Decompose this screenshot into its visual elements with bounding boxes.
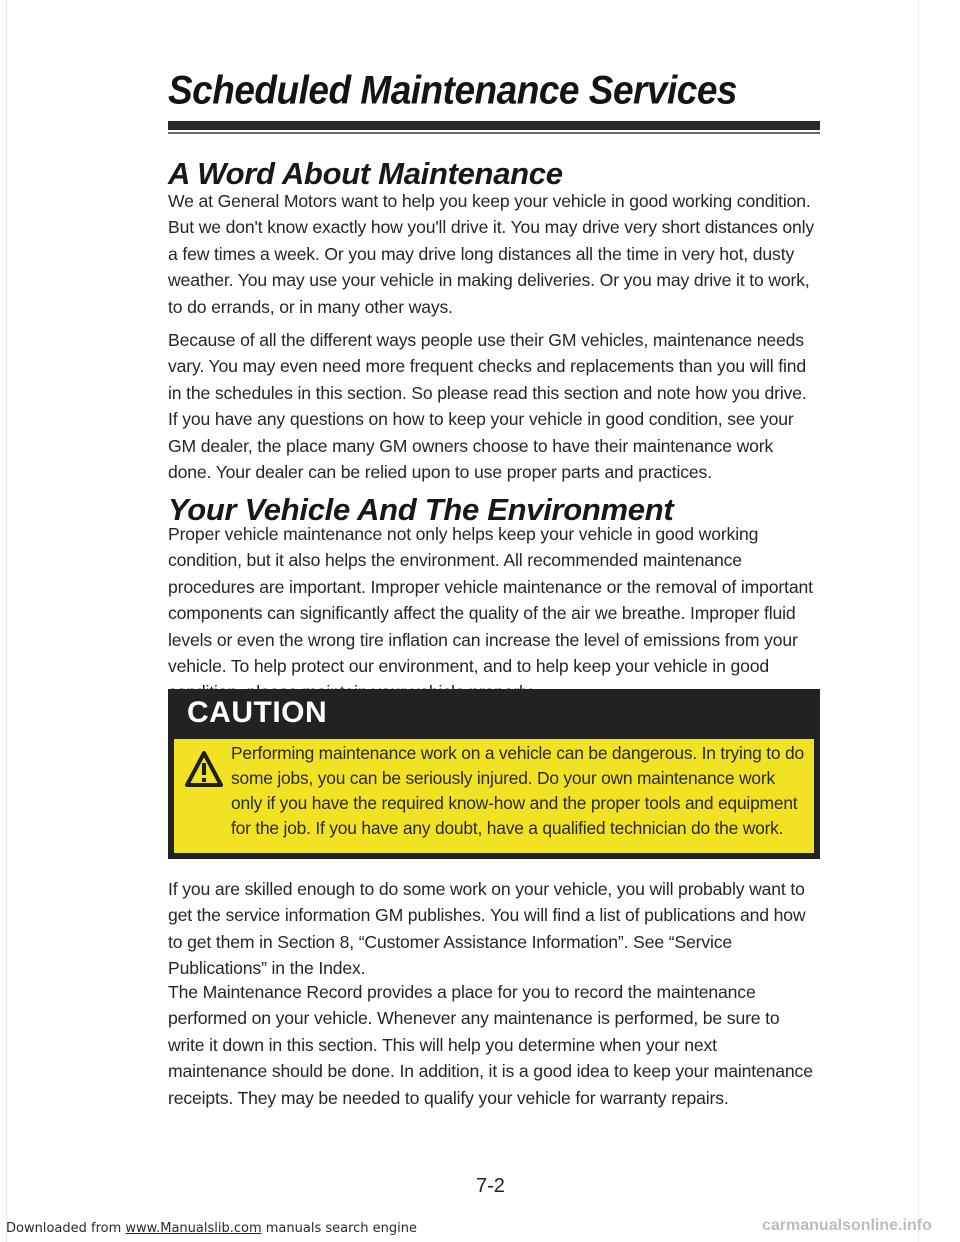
footer-suffix: manuals search engine — [261, 1221, 418, 1236]
warning-triangle-icon — [185, 751, 223, 787]
title-rule-thick — [168, 121, 820, 130]
vehicle-environment-paragraph: Proper vehicle maintenance not only helps keep your vehicle in good working condition, but it also helps the environment. All recommended maintenance procedures are important. Improper vehicle maintenance or the removal of important components can significantly affect the quality of the air we breathe. Improper fluid levels or even the wrong tire inflation can increase the level of emissions from your vehicle. To help protect our environment, and to help keep your vehicle in good — [168, 524, 813, 677]
footer-prefix: Downloaded from — [6, 1221, 126, 1236]
watermark-text: carmanualsonline.info — [762, 1217, 932, 1234]
caution-text: Performing maintenance work on a vehicle can be dangerous. In trying to do some jobs, you can be seriously injured. Do your own maintenance work only if you have the required know-how and the proper tools and equipment for the job. If you have any doubt, have a qualified technician do the work. — [231, 743, 804, 838]
caution-header — [168, 689, 820, 739]
page-edge-right — [918, 0, 919, 1242]
word-about-maintenance-paragraph-2: Because of all the different ways people use their GM vehicles, maintenance needs vary. You may even need more frequent checks and replacements than you will find in the schedules in this section. So please read this section and note how you drive. If you have any questions on how to keep your vehicle in good condition, see your GM dealer, the place many GM owners choose to have their maintenance work done. Your dealer can be relied upon to use proper parts and practices. — [168, 330, 807, 483]
word-about-maintenance-paragraph-1: We at General Motors want to help you keep your vehicle in good working condition. But we don't know exactly how you'll drive it. You may drive very short distances only a few times a week. Or you may drive long distances all the time in very hot, dusty weather. You may use your vehicle in making deliveries. Or you may drive it to work, to do errands, or in many other ways. — [168, 191, 815, 317]
caution-box — [168, 689, 820, 859]
after-caution-paragraph-2: The Maintenance Record provides a place for you to record the maintenance performed on your vehicle. Whenever any maintenance is performed, be sure to write it down in this section. This will help you determine when your next maintenance should be done. In addition, it is a good idea to keep your maintenance receipts. They may be needed to qualify your vehicle for warranty repairs. — [168, 982, 813, 1108]
caution-title: CAUTION — [187, 696, 328, 729]
page-title: Scheduled Maintenance Services — [168, 67, 738, 113]
page-number: 7-2 — [476, 1175, 505, 1197]
section-heading-vehicle-environment: Your Vehicle And The Environment — [168, 492, 674, 527]
page-edge-left — [6, 0, 7, 1242]
manualslib-link[interactable]: www.Manualslib.com — [125, 1221, 262, 1236]
title-rule-thin — [168, 132, 820, 134]
download-footer — [6, 1222, 417, 1235]
section-heading-word-about-maintenance: A Word About Maintenance — [168, 156, 563, 191]
after-caution-paragraph-1: If you are skilled enough to do some work on your vehicle, you will probably want to get the service information GM publishes. You will find a list of publications and how to get them in Section 8, “Customer Assistance Information”. See “Service Publications” in the Index. — [168, 879, 806, 979]
